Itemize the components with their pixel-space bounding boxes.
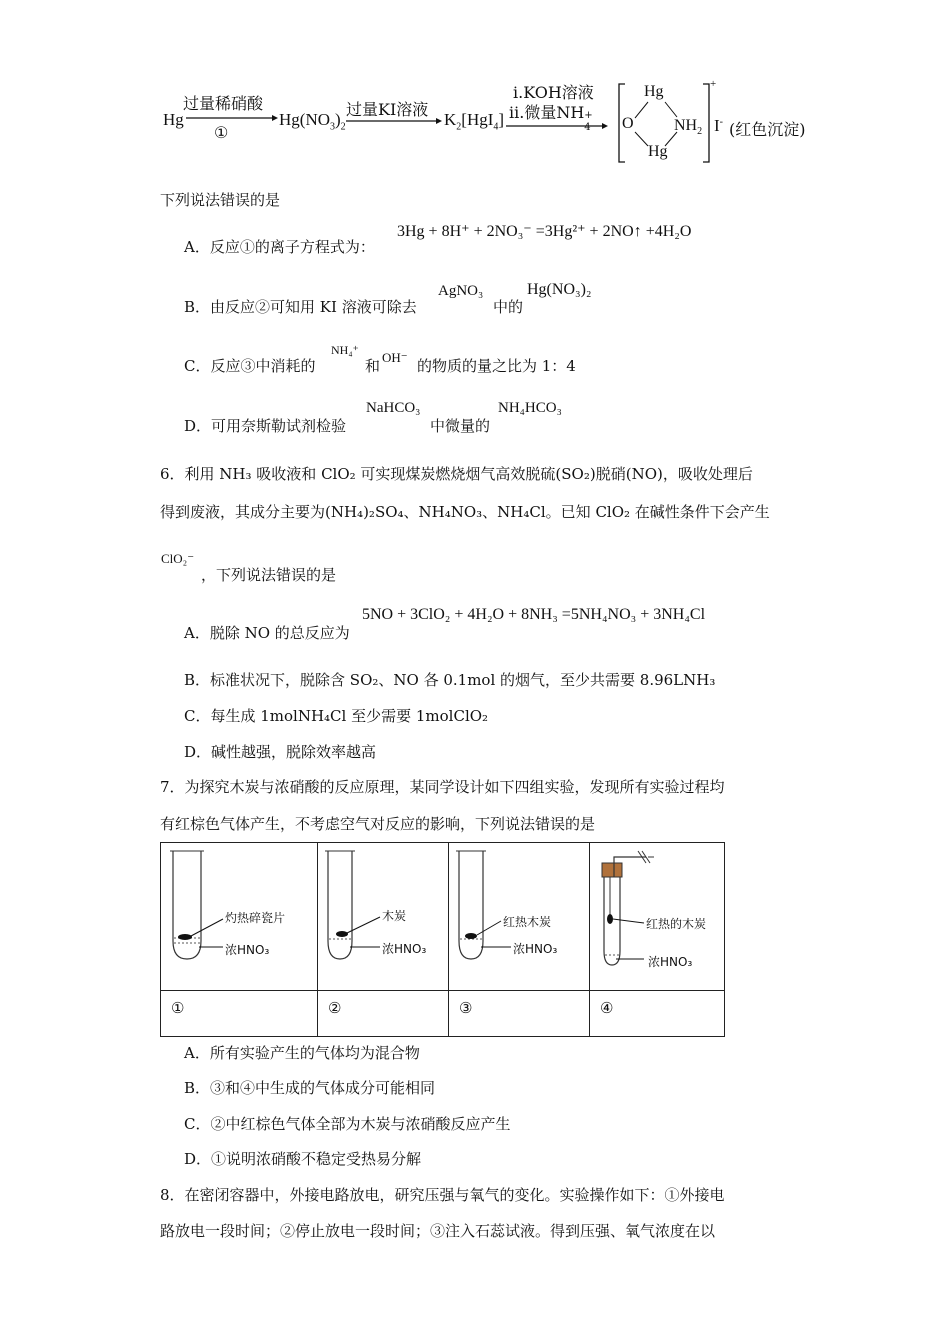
product-note: (红色沉淀)	[729, 120, 806, 139]
bracket-charge: +	[710, 78, 717, 90]
exp2-label-bottom: 浓HNO₃	[382, 942, 427, 956]
experiment-4-cell	[590, 843, 725, 991]
experiment-1-number: ①	[161, 991, 318, 1037]
q8-line-1: 8．在密闭容器中，外接电路放电，研究压强与氧气的变化。实验操作如下：①外接电	[160, 1186, 725, 1204]
q5-c-tail: 的物质的量之比为 1：4	[417, 357, 576, 375]
q5-d-formula-2: NH₄HCO₃	[498, 400, 562, 416]
q5-option-b: B．由反应②可知用 KI 溶液可除去	[184, 298, 417, 316]
exp1-label-bottom: 浓HNO₃	[225, 943, 270, 957]
exp3-label-top: 红热木炭	[503, 915, 552, 929]
experiment-1-cell	[161, 843, 318, 991]
q7-line-1: 7．为探究木炭与浓硝酸的反应原理，某同学设计如下四组实验，发现所有实验过程均	[160, 778, 725, 796]
q5-c-formula-2: OH⁻	[382, 350, 408, 365]
step3-arrow	[506, 122, 608, 130]
q7-option-a: A．所有实验产生的气体均为混合物	[184, 1044, 420, 1062]
q6-line-3: ，下列说法错误的是	[201, 566, 337, 584]
step2-reagent: 过量KI溶液	[346, 100, 429, 119]
ring-hg-top: Hg	[644, 83, 664, 100]
q5-d-mid: 中微量的	[430, 417, 491, 435]
q5-option-a: A．反应①的离子方程式为：	[184, 238, 375, 256]
q5-d-formula-1: NaHCO₃	[366, 400, 421, 416]
q5-c-mid: 和	[365, 357, 381, 375]
step1-number: ①	[214, 123, 229, 142]
q5-option-c: C．反应③中消耗的	[184, 357, 316, 375]
q5-c-formula-1: NH₄⁺	[331, 343, 359, 357]
step3-reagent-1: i.KOH溶液	[513, 83, 594, 102]
step1-reagent: 过量稀硝酸	[183, 94, 264, 113]
counter-ion: I-	[714, 116, 724, 135]
q7-option-c: C．②中红棕色气体全部为木炭与浓硝酸反应产生	[184, 1115, 511, 1133]
step3-reagent-2: ii.微量NH + 4	[509, 103, 593, 133]
q6-option-a: A．脱除 NO 的总反应为	[184, 624, 350, 642]
q5-a-equation: 3Hg + 8H⁺ + 2NO₃⁻ =3Hg²⁺ + 2NO↑ +4H₂O	[397, 223, 692, 240]
scheme-hg: Hg	[163, 110, 184, 129]
q7-option-b: B．③和④中生成的气体成分可能相同	[184, 1079, 436, 1097]
experiment-table	[160, 842, 725, 1037]
ring-hg-bottom: Hg	[648, 143, 668, 160]
q5-b-formula-1: AgNO₃	[438, 283, 484, 299]
step2-arrow	[346, 117, 442, 125]
exp4-label-bottom: 浓HNO₃	[648, 955, 693, 969]
q6-a-equation: 5NO + 3ClO₂ + 4H₂O + 8NH₃ =5NH₄NO₃ + 3NH₄Cl	[362, 606, 706, 623]
ring-nh2: $NH_2$	[674, 117, 703, 138]
q7-option-d: D．①说明浓硝酸不稳定受热易分解	[184, 1150, 422, 1168]
exp1-label-top: 灼热碎瓷片	[225, 911, 286, 925]
q6-line-1: 6．利用 NH₃ 吸收液和 ClO₂ 可实现煤炭燃烧烟气高效脱硫(SO₂)脱硝(NO)，吸收处理后	[160, 465, 753, 483]
experiment-4-number: ④	[590, 991, 725, 1037]
q5-option-d: D．可用奈斯勒试剂检验	[184, 417, 347, 435]
q8-line-2: 路放电一段时间；②停止放电一段时间；③注入石蕊试液。得到压强、氧气浓度在以	[160, 1222, 716, 1240]
q6-option-c: C．每生成 1molNH₄Cl 至少需要 1molClO₂	[184, 707, 489, 725]
q7-line-2: 有红棕色气体产生，不考虑空气对反应的影响，下列说法错误的是	[160, 815, 596, 833]
experiment-3-number: ③	[449, 991, 590, 1037]
step1-arrow	[186, 114, 278, 122]
exp4-label-top: 红热的木炭	[646, 917, 707, 931]
hg-nitrate: $Hg(NO_3)_2$	[279, 110, 346, 133]
q6-option-b: B．标准状况下，脱除含 SO₂、NO 各 0.1mol 的烟气，至少共需要 8.96LNH₃	[184, 671, 716, 689]
exp2-label-top: 木炭	[382, 909, 407, 923]
experiment-3-cell	[449, 843, 590, 991]
q5-stem: 下列说法错误的是	[160, 191, 281, 209]
exp3-label-bottom: 浓HNO₃	[513, 942, 558, 956]
experiment-2-number: ②	[318, 991, 449, 1037]
k2hgi4: $K_2[HgI_4]$	[444, 110, 505, 133]
ring-oxygen: O	[622, 115, 634, 132]
q6-chlorite-formula: ClO₂⁻	[161, 551, 195, 566]
q6-option-d: D．碱性越强，脱除效率越高	[184, 743, 377, 761]
q5-b-formula-2: Hg(NO₃)₂	[527, 281, 592, 298]
q5-b-mid: 中的	[493, 298, 524, 316]
q6-line-2: 得到废液，其成分主要为(NH₄)₂SO₄、NH₄NO₃、NH₄Cl。已知 ClO₂ 在碱性条件下会产生	[160, 503, 770, 521]
experiment-2-cell	[318, 843, 449, 991]
